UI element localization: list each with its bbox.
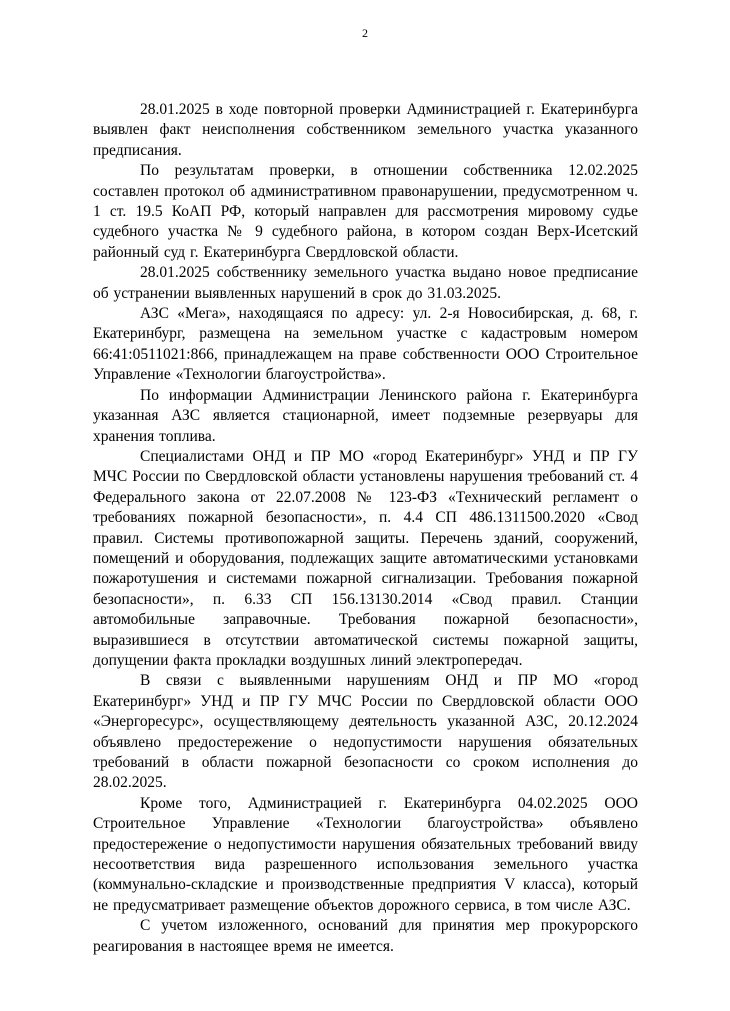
paragraph-warning-stroitelnoe: Кроме того, Администрацией г. Екатеринбурга 04.02.2025 ООО Строительное Управление «Технологии благоустройства» объявлено предостережение о недопустимости нарушения обязательных требований ввиду несоответствия вида разрешенного использования земельного участка (коммунально-складские и производственные предприятия V класса), который не предусматривает размещение объектов дорожного сервиса, в том числе АЗС. (93, 794, 638, 914)
page-number: 2 (362, 26, 368, 40)
paragraph-warning-energoresurs: В связи с выявленными нарушениям ОНД и ПР МО «город Екатеринбург» УНД и ПР ГУ МЧС России по Свердловской области ООО «Энергоресурс», осуществляющему деятельность указанной АЗС, 20.12.2024 объявлено предостережение о недопустимости нарушения обязательных требований в области пожарной безопасности со сроком исполнения до 28.02.2025. (93, 672, 638, 792)
paragraph-protocol: По результатам проверки, в отношении собственника 12.02.2025 составлен протокол об административном правонарушении, предусмотренном ч. 1 ст. 19.5 КоАП РФ, который направлен для рассмотрения мировому судье судебного участка № 9 судебного района, в котором создан Верх-Исетский районный суд г. Екатеринбурга Свердловской области. (93, 162, 638, 261)
paragraph-inspection-result: 28.01.2025 в ходе повторной проверки Администрацией г. Екатеринбурга выявлен факт неисполнения собственником земельного участка указанного предписания. (93, 101, 638, 159)
paragraph-new-order: 28.01.2025 собственнику земельного участка выдано новое предписание об устранении выявленных нарушений в срок до 31.03.2025. (93, 264, 638, 302)
paragraph-fire-violations: Специалистами ОНД и ПР МО «город Екатеринбург» УНД и ПР ГУ МЧС России по Свердловской области установлены нарушения требований ст. 4 Федерального закона от 22.07.2008 № 123-ФЗ «Технический регламент о требованиях пожарной безопасности», п. 4.4 СП 486.1311500.2020 «Свод правил. Системы противопожарной защиты. Перечень зданий, сооружений, помещений и оборудования, подлежащих защите автоматическими установками пожаротушения и системами пожарной сигнализации. Требования пожарной безопасности», п. 6.33 СП 156.13130.2014 «Свод правил. Станции автомобильные заправочные. Требования пожарной безопасности», выразившиеся в отсутствии автоматической системы пожарной защиты, допущении факта прокладки воздушных линий электропередач. (93, 447, 638, 669)
paragraph-district-info: По информации Администрации Ленинского района г. Екатеринбурга указанная АЗС является стационарной, имеет подземные резервуары для хранения топлива. (93, 386, 638, 445)
paragraph-azs-mega: АЗС «Мега», находящаяся по адресу: ул. 2-я Новосибирская, д. 68, г. Екатеринбург, размещена на земельном участке с кадастровым номером 66:41:0511021:866, принадлежащем на праве собственности ООО Строительное Управление «Технологии благоустройства». (93, 305, 638, 384)
document-body (93, 100, 638, 957)
paragraph-conclusion: С учетом изложенного, оснований для принятия мер прокурорского реагирования в настоящее время не имеется. (93, 917, 638, 955)
